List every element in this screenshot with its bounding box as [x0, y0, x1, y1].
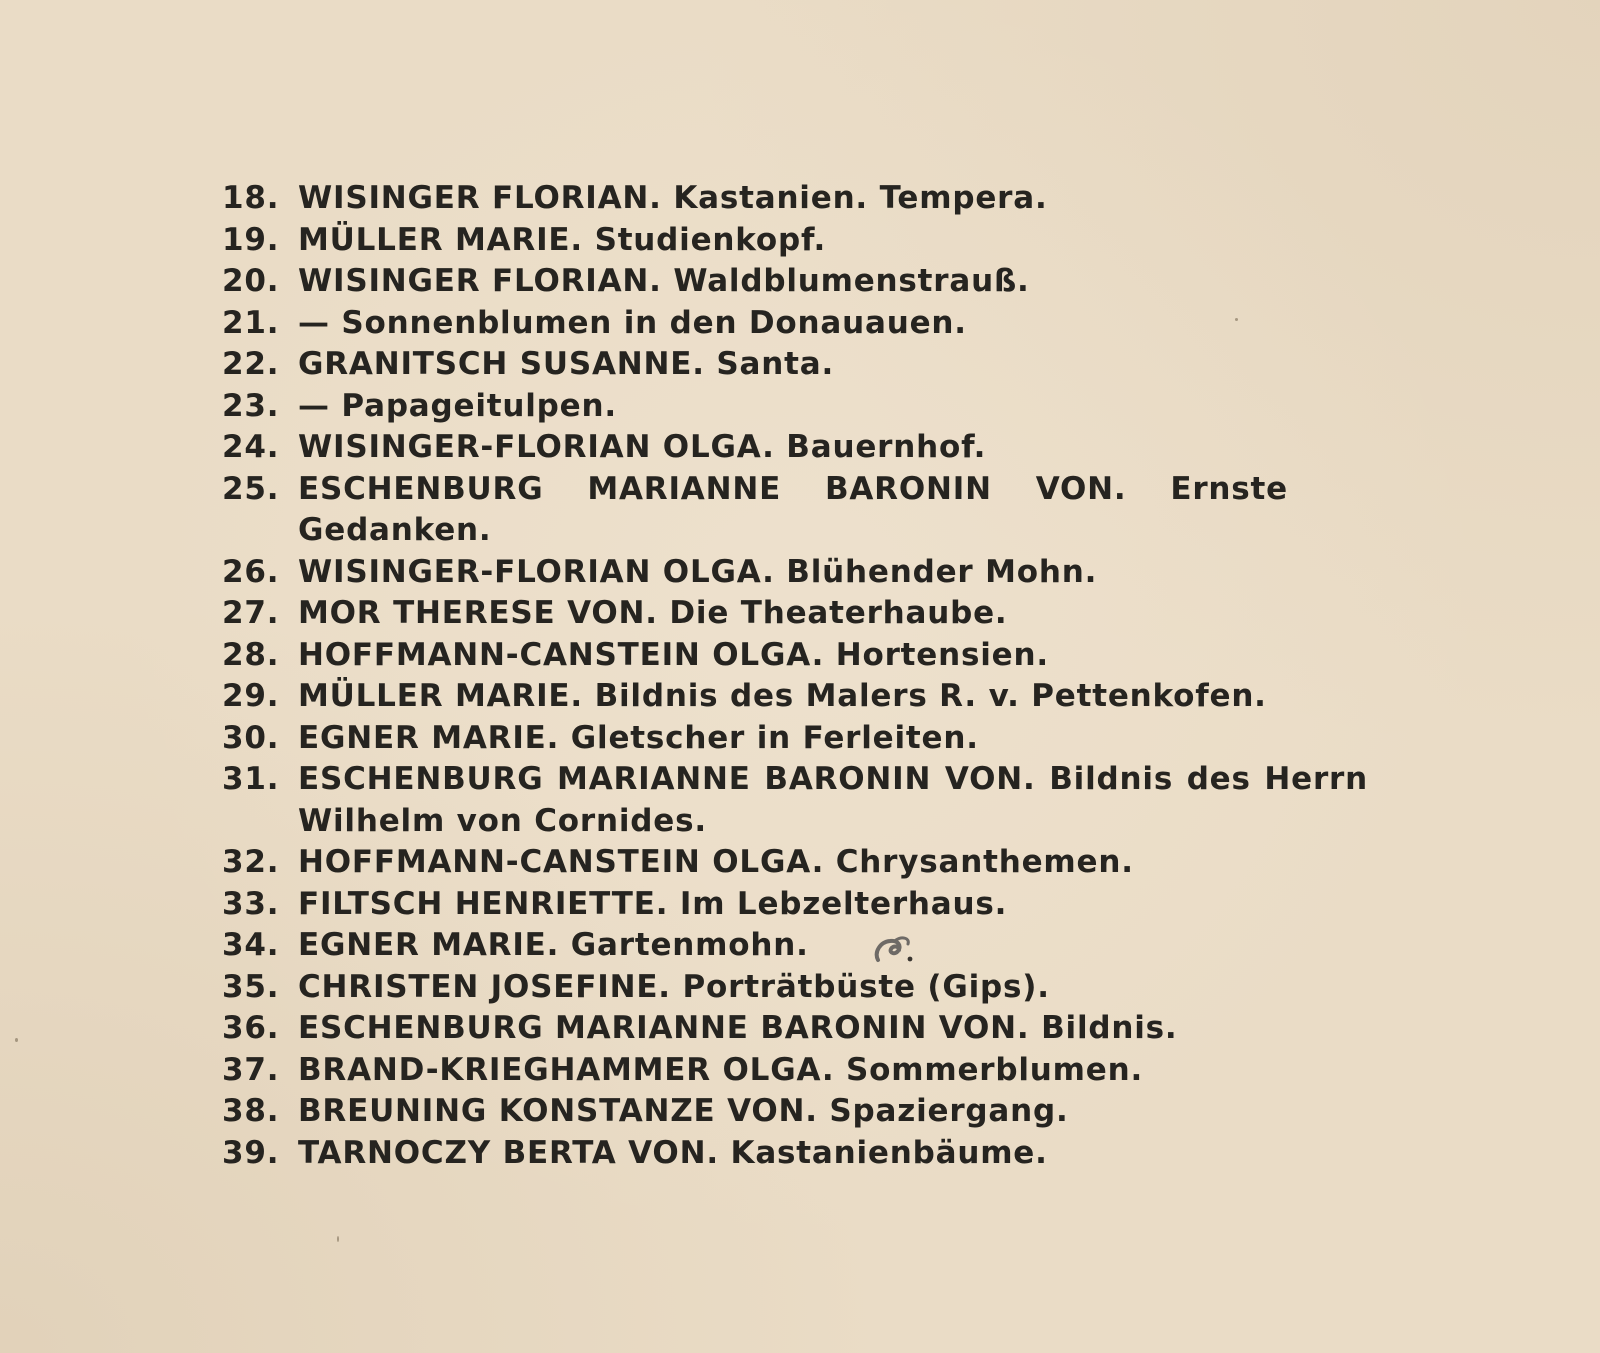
- catalog-entry: [222, 261, 1392, 303]
- entry-title: Bildnis des Malers R. v. Pettenkofen.: [594, 678, 1267, 714]
- entry-body: [298, 469, 1288, 552]
- entry-artist: CHRISTEN JOSEFINE.: [298, 968, 671, 1005]
- entry-number: 30.: [222, 719, 280, 756]
- catalog-entry: [222, 220, 1392, 262]
- entry-number: 36.: [222, 1010, 280, 1046]
- entry-artist: BRAND-KRIEGHAMMER OLGA.: [298, 1051, 835, 1088]
- catalog-entry: [222, 386, 1392, 428]
- catalog-entry: [222, 469, 1392, 552]
- catalog-list: [222, 178, 1392, 1174]
- entry-number: 35.: [222, 968, 280, 1005]
- entry-artist: ESCHENBURG MARIANNE BARONIN VON.: [298, 1010, 1030, 1046]
- entry-number: 28.: [222, 636, 280, 673]
- entry-artist: WISINGER-FLORIAN OLGA.: [298, 429, 775, 465]
- entry-body: [298, 676, 1267, 718]
- entry-artist: HOFFMANN-CANSTEIN OLGA.: [298, 844, 825, 880]
- entry-body: [298, 178, 1048, 220]
- entry-number: 22.: [222, 346, 280, 382]
- entry-body: [298, 220, 826, 262]
- entry-number: 24.: [222, 429, 280, 465]
- entry-artist: HOFFMANN-CANSTEIN OLGA.: [298, 636, 825, 673]
- entry-body: [298, 344, 834, 386]
- ink-flourish-mark: [872, 932, 916, 966]
- entry-body: [298, 1050, 1143, 1092]
- entry-body: [298, 1008, 1178, 1050]
- entry-body: [298, 386, 617, 428]
- entry-artist: ESCHENBURG MARIANNE BARONIN VON.: [298, 761, 1036, 797]
- catalog-entry: [222, 303, 1392, 345]
- entry-artist: TARNOCZY BERTA VON.: [298, 1134, 719, 1171]
- entry-number: 18.: [222, 180, 280, 216]
- entry-body: [298, 427, 986, 469]
- catalog-entry: [222, 1050, 1392, 1092]
- entry-title: Sonnenblumen in den Donauauen.: [341, 304, 967, 341]
- entry-artist: EGNER MARIE.: [298, 927, 560, 963]
- entry-artist: WISINGER FLORIAN.: [298, 263, 662, 299]
- entry-number: 34.: [222, 927, 280, 963]
- entry-title: Chrysanthemen.: [835, 844, 1134, 880]
- entry-number: 29.: [222, 678, 280, 714]
- entry-body: [298, 842, 1134, 884]
- entry-title: Blühender Mohn.: [786, 553, 1098, 590]
- entry-body: [298, 593, 1008, 635]
- entry-body: [298, 261, 1030, 303]
- catalog-entry: [222, 925, 1392, 967]
- entry-artist: ESCHENBURG MARIANNE BARONIN VON.: [298, 470, 1127, 507]
- entry-number: 39.: [222, 1134, 280, 1171]
- entry-title: Porträtbüste (Gips).: [682, 968, 1050, 1005]
- entry-artist: FILTSCH HENRIETTE.: [298, 885, 669, 922]
- entry-title: Ernste Gedanken.: [298, 470, 1288, 548]
- entry-title: Im Lebzelterhaus.: [679, 885, 1008, 922]
- entry-title: Hortensien.: [835, 636, 1049, 673]
- entry-body: [298, 303, 967, 345]
- entry-body: [298, 718, 979, 760]
- entry-number: 38.: [222, 1093, 280, 1129]
- catalog-entry: [222, 676, 1392, 718]
- entry-title: Kastanienbäume.: [730, 1134, 1048, 1171]
- entry-body: [298, 967, 1050, 1009]
- entry-title: Papageitulpen.: [341, 387, 617, 424]
- catalog-entry: [222, 884, 1392, 926]
- entry-title: Studienkopf.: [594, 221, 827, 258]
- entry-artist: —: [298, 304, 330, 341]
- entry-body: [298, 552, 1097, 594]
- entry-number: 19.: [222, 221, 280, 258]
- entry-artist: —: [298, 387, 330, 424]
- catalog-entry: [222, 552, 1392, 594]
- paper-speck: [15, 1038, 18, 1042]
- entry-body: [298, 1133, 1048, 1175]
- entry-body: [298, 635, 1049, 677]
- paper-speck: [337, 1236, 339, 1242]
- catalog-entry: [222, 759, 1392, 842]
- catalog-entry: [222, 635, 1392, 677]
- entry-artist: EGNER MARIE.: [298, 719, 560, 756]
- entry-number: 26.: [222, 553, 280, 590]
- entry-body: [298, 759, 1368, 842]
- entry-artist: WISINGER-FLORIAN OLGA.: [298, 553, 775, 590]
- catalog-entry: [222, 178, 1392, 220]
- entry-number: 25.: [222, 470, 280, 507]
- entry-artist: MÜLLER MARIE.: [298, 221, 583, 258]
- entry-title: Bauernhof.: [786, 429, 987, 465]
- paper-speck: [1235, 318, 1238, 321]
- entry-number: 31.: [222, 761, 280, 797]
- entry-artist: BREUNING KONSTANZE VON.: [298, 1093, 818, 1129]
- catalog-entry: [222, 718, 1392, 760]
- entry-number: 20.: [222, 263, 280, 299]
- entry-body: [298, 1091, 1069, 1133]
- catalog-entry: [222, 967, 1392, 1009]
- catalog-entry: [222, 344, 1392, 386]
- entry-artist: MOR THERESE VON.: [298, 595, 658, 631]
- entry-title: Sommerblumen.: [846, 1051, 1144, 1088]
- entry-artist: GRANITSCH SUSANNE.: [298, 346, 705, 382]
- catalog-entry: [222, 1008, 1392, 1050]
- entry-title: Gletscher in Ferleiten.: [570, 719, 979, 756]
- entry-body: [298, 925, 809, 967]
- catalog-entry: [222, 842, 1392, 884]
- entry-number: 33.: [222, 885, 280, 922]
- catalog-entry: [222, 593, 1392, 635]
- entry-title: Bildnis.: [1041, 1010, 1178, 1046]
- catalog-entry: [222, 1133, 1392, 1175]
- entry-title: Gartenmohn.: [570, 927, 809, 963]
- entry-number: 21.: [222, 304, 280, 341]
- entry-number: 37.: [222, 1051, 280, 1088]
- entry-artist: MÜLLER MARIE.: [298, 678, 583, 714]
- entry-body: [298, 884, 1007, 926]
- entry-title: Kastanien. Tempera.: [673, 180, 1048, 216]
- entry-title: Santa.: [716, 346, 835, 382]
- catalog-entry: [222, 1091, 1392, 1133]
- entry-title: Waldblumenstrauß.: [673, 263, 1030, 299]
- catalog-entry: [222, 427, 1392, 469]
- entry-number: 23.: [222, 387, 280, 424]
- entry-title: Spaziergang.: [829, 1093, 1069, 1129]
- entry-title: Bildnis des Herrn Wilhelm von Cornides.: [298, 761, 1369, 839]
- entry-title: Die Theaterhaube.: [669, 595, 1008, 631]
- entry-number: 32.: [222, 844, 280, 880]
- entry-artist: WISINGER FLORIAN.: [298, 180, 662, 216]
- entry-number: 27.: [222, 595, 280, 631]
